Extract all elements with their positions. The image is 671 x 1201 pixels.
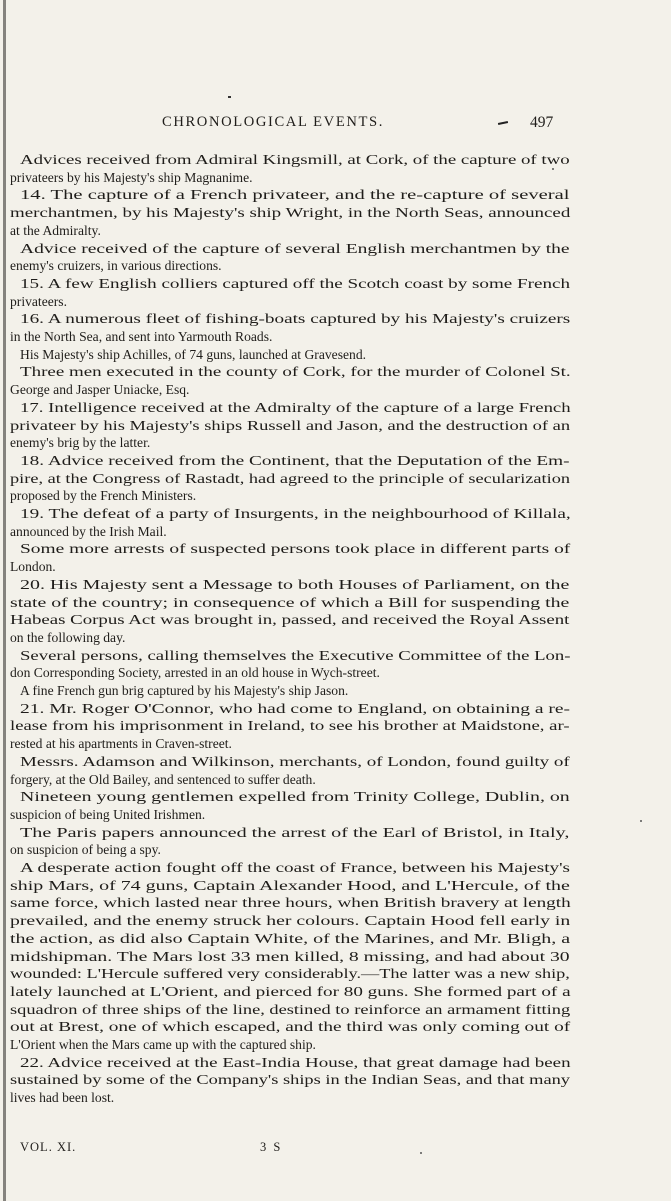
text-line: L'Orient when the Mars came up with the captured ship. (10, 1037, 316, 1052)
text-line: rested at his apartments in Craven-street. (10, 736, 232, 752)
text-line: privateers. (10, 293, 67, 309)
text-line: on the following day. (10, 629, 126, 645)
ink-speck (552, 168, 554, 170)
text-line: Habeas Corpus Act was brought in, passed, and received the Royal Assent (10, 612, 570, 628)
text-line: 20. His Majesty sent a Message to both Houses of Parliament, on the (20, 576, 570, 592)
text-line: lives had been lost. (10, 1090, 115, 1106)
text-line: ship Mars, of 74 guns, Captain Alexander Hood, and L'Hercule, of the (10, 877, 570, 893)
text-line: proposed by the French Ministers. (10, 488, 197, 504)
text-line: 16. A numerous fleet of fishing-boats captured by his Majesty's cruizers (20, 311, 571, 327)
text-line: 17. Intelligence received at the Admiralty of the capture of a large French (20, 399, 571, 415)
text-line: enemy's cruizers, in various directions. (10, 258, 222, 274)
text-line: at the Admiralty. (10, 222, 101, 238)
text-line: suspicion of being United Irishmen. (10, 806, 206, 822)
text-line: enemy's brig by the latter. (10, 435, 151, 451)
text-line: The Paris papers announced the arrest of the Earl of Bristol, in Italy, (20, 824, 570, 840)
text-line: lately launched at L'Orient, and pierced for 80 guns. She formed part of a (10, 983, 571, 999)
text-line: pire, at the Congress of Rastadt, had agreed to the principle of secularization (10, 470, 570, 486)
text-line: 18. Advice received from the Continent, that the Deputation of the Em- (20, 452, 570, 468)
text-line: 15. A few English colliers captured off the Scotch coast by some French (20, 275, 571, 291)
ink-speck (420, 1152, 422, 1154)
text-line: state of the country; in consequence of which a Bill for suspending the (10, 594, 570, 610)
text-line: in the North Sea, and sent into Yarmouth Roads. (10, 329, 273, 344)
text-line: squadron of three ships of the line, destined to reinforce an armament fitting (10, 1001, 571, 1017)
page-footer (0, 1140, 671, 1160)
text-line: 19. The defeat of a party of Insurgents, in the neighbourhood of Killala, (20, 506, 571, 521)
text-line: A desperate action fought off the coast of France, between his Majesty's (20, 860, 571, 875)
text-line: Three men executed in the county of Cork, for the murder of Colonel St. (20, 364, 571, 380)
page-number: 497 (530, 114, 554, 131)
text-line: A fine French gun brig captured by his Majesty's ship Jason. (20, 683, 349, 698)
text-line: privateers by his Majesty's ship Magnanime. (10, 169, 253, 185)
text-line: Messrs. Adamson and Wilkinson, merchants, of London, found guilty of (20, 753, 570, 769)
text-line: 22. Advice received at the East-India House, that great damage had been (20, 1054, 571, 1070)
text-line: announced by the Irish Mail. (10, 523, 167, 539)
text-line: Nineteen young gentlemen expelled from Trinity College, Dublin, on (20, 789, 570, 805)
text-line: 21. Mr. Roger O'Connor, who had come to England, on obtaining a re- (20, 700, 570, 716)
text-line: Advices received from Admiral Kingsmill, at Cork, of the capture of two (20, 152, 570, 167)
header-ornament (498, 121, 508, 125)
text-line: midshipman. The Mars lost 33 men killed, 8 missing, and had about 30 (10, 948, 570, 964)
text-line: privateer by his Majesty's ships Russell and Jason, and the destruction of an (10, 417, 571, 433)
text-line: out at Brest, one of which escaped, and the third was only coming out of (10, 1019, 571, 1035)
signature-mark: 3 S (260, 1140, 283, 1154)
text-line: on suspicion of being a spy. (10, 842, 161, 858)
text-line: sustained by some of the Company's ships in the Indian Seas, and that many (10, 1072, 570, 1088)
text-line: forgery, at the Old Bailey, and sentenced to suffer death. (10, 771, 316, 787)
text-line: wounded: L'Hercule suffered very considerably.—The latter was a new ship, (10, 966, 570, 982)
text-line: the action, as did also Captain White, of the Marines, and Mr. Bligh, a (10, 930, 571, 946)
text-line: George and Jasper Uniacke, Esq. (10, 382, 190, 398)
text-line: don Corresponding Society, arrested in an old house in Wych-street. (10, 665, 380, 681)
text-line: Some more arrests of suspected persons took place in different parts of (20, 541, 571, 557)
printer-mark (228, 96, 231, 98)
text-line: lease from his imprisonment in Ireland, to see his brother at Maidstone, ar- (10, 718, 570, 734)
text-line: His Majesty's ship Achilles, of 74 guns, launched at Gravesend. (20, 346, 367, 362)
text-line: Advice received of the capture of several English merchantmen by the (20, 240, 570, 256)
volume-label: VOL. XI. (20, 1140, 77, 1154)
running-title: CHRONOLOGICAL EVENTS. (162, 114, 384, 130)
text-line: prevailed, and the enemy struck her colours. Captain Hood fell early in (10, 913, 571, 929)
ink-speck (640, 820, 642, 822)
text-line: same force, which lasted near three hours, when British bravery at length (10, 895, 571, 911)
text-line: 14. The capture of a French privateer, and the re-capture of several (20, 187, 570, 203)
text-line: merchantmen, by his Majesty's ship Wright, in the North Seas, announced (10, 205, 571, 221)
page-header (0, 114, 671, 136)
text-line: London. (10, 559, 56, 575)
page-edge-shadow (3, 0, 6, 1201)
text-line: Several persons, calling themselves the Executive Committee of the Lon- (20, 647, 571, 663)
